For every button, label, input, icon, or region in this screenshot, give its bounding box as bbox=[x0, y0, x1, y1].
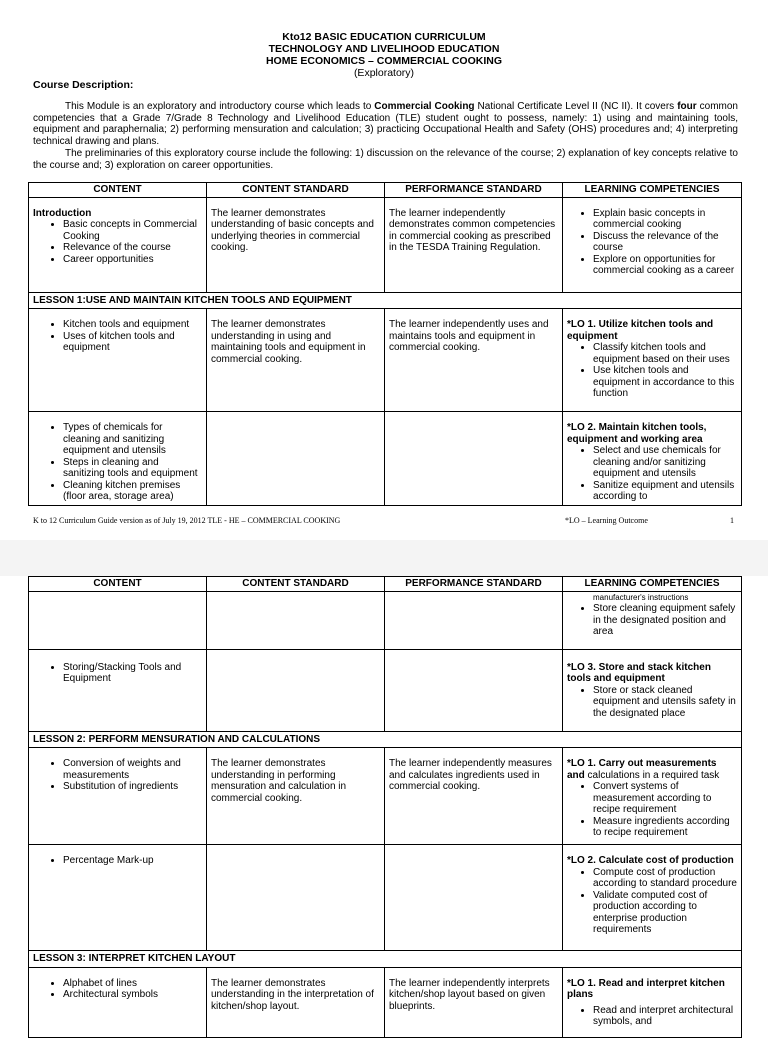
list-item: • Compute cost of production according to standard procedure bbox=[593, 867, 737, 890]
list-item: • Measure ingredients according to recipe requirement bbox=[593, 816, 737, 839]
learning-outcome: *LO 1. Carry out measurements and calculations in a required task bbox=[567, 758, 720, 781]
col-content-standard: CONTENT STANDARD bbox=[207, 183, 385, 198]
intro-title: Introduction bbox=[33, 207, 92, 219]
list-item: • Explore on opportunities for commercial cooking as a career bbox=[593, 254, 737, 277]
footer-page-number: 1 bbox=[730, 516, 734, 525]
content-list bbox=[33, 758, 202, 793]
content-standard-cell: The learner demonstrates understanding in using and maintaining tools and equipment in commercial cooking. bbox=[207, 309, 385, 412]
learning-outcome: *LO 2. Calculate cost of production bbox=[567, 855, 734, 866]
content-standard-cell: The learner demonstrates understanding of basic concepts and underlying theories in commercial cooking. bbox=[207, 197, 385, 292]
col-content: CONTENT bbox=[29, 577, 207, 592]
curriculum-table-page2 bbox=[28, 576, 742, 1038]
table-row bbox=[29, 649, 742, 731]
list-item: • Conversion of weights and measurements bbox=[63, 758, 202, 781]
table-row bbox=[29, 967, 742, 1037]
competencies-cell bbox=[563, 845, 742, 951]
table-row bbox=[29, 309, 742, 412]
content-list bbox=[33, 662, 202, 685]
continued-text: manufacturer's instructions bbox=[593, 592, 689, 602]
learning-outcome: *LO 2. Maintain kitchen tools, equipment and working area bbox=[567, 422, 707, 445]
list-item: • Percentage Mark-up bbox=[63, 855, 202, 867]
content-cell bbox=[29, 197, 207, 292]
list-item: • Cleaning kitchen premises (floor area, storage area) bbox=[63, 480, 202, 503]
competencies-cell bbox=[563, 197, 742, 292]
col-learning-competencies: LEARNING COMPETENCIES bbox=[563, 577, 742, 592]
col-content-standard: CONTENT STANDARD bbox=[207, 577, 385, 592]
lesson-title: LESSON 1:USE AND MAINTAIN KITCHEN TOOLS AND EQUIPMENT bbox=[29, 292, 742, 309]
performance-standard-cell: The learner independently demonstrates common competencies in commercial cooking as prescribed in the TESDA Training Regulation. bbox=[385, 197, 563, 292]
performance-standard-cell bbox=[385, 649, 563, 731]
content-list bbox=[33, 219, 202, 265]
competencies-cell bbox=[563, 967, 742, 1037]
competencies-cell bbox=[563, 748, 742, 845]
content-cell bbox=[29, 649, 207, 731]
table-row bbox=[29, 845, 742, 951]
content-list bbox=[33, 422, 202, 503]
list-item: • Uses of kitchen tools and equipment bbox=[63, 331, 202, 354]
content-cell bbox=[29, 412, 207, 506]
competency-list bbox=[567, 781, 737, 839]
table-row bbox=[29, 591, 742, 649]
list-item: • Architectural symbols bbox=[63, 989, 202, 1001]
competencies-cell bbox=[563, 649, 742, 731]
lesson-title: LESSON 3: INTERPRET KITCHEN LAYOUT bbox=[29, 951, 742, 968]
performance-standard-cell bbox=[385, 591, 563, 649]
competency-list bbox=[567, 867, 737, 936]
course-description-paragraph-2: The preliminaries of this exploratory course include the following: 1) discussion on the relevance of the course; 2) explanation of key concepts relative to the course and; 3) exploration on career opportunities. bbox=[33, 148, 738, 171]
col-content: CONTENT bbox=[29, 183, 207, 198]
lesson-row bbox=[29, 951, 742, 968]
performance-standard-cell: The learner independently interprets kitchen/shop layout based on given blueprints. bbox=[385, 967, 563, 1037]
list-item: • Classify kitchen tools and equipment based on their uses bbox=[593, 342, 737, 365]
list-item: • Sanitize equipment and utensils according to bbox=[593, 480, 737, 503]
header-line3: HOME ECONOMICS – COMMERCIAL COOKING bbox=[265, 55, 503, 67]
header-line2: TECHNOLOGY AND LIVELIHOOD EDUCATION bbox=[268, 43, 500, 55]
lesson-row bbox=[29, 731, 742, 748]
col-performance-standard: PERFORMANCE STANDARD bbox=[385, 183, 563, 198]
list-item: • Career opportunities bbox=[63, 254, 202, 266]
competencies-cell bbox=[563, 591, 742, 649]
course-description-paragraph-1: This Module is an exploratory and introductory course which leads to Commercial Cooking National Certificate Level II (NC II). It covers four common competencies that a Grade 7/Grade 8 Technology and Livelihood Education (TLE) student ought to possess, namely: 1) using and maintaining tools, equipment and paraphernalia; 2) performing mensuration and calculation; 3) practicing Occupational Health and Safety (OHS) procedures and; 4) interpreting technical drawing and plans. bbox=[33, 101, 738, 147]
content-cell bbox=[29, 748, 207, 845]
header-line4: (Exploratory) bbox=[353, 67, 415, 79]
content-list bbox=[33, 978, 202, 1001]
competency-list bbox=[567, 1005, 737, 1028]
doc-header bbox=[0, 31, 768, 79]
content-standard-cell bbox=[207, 845, 385, 951]
lesson-title: LESSON 2: PERFORM MENSURATION AND CALCULATIONS bbox=[29, 731, 742, 748]
competency-list bbox=[567, 445, 737, 503]
table-row bbox=[29, 748, 742, 845]
performance-standard-cell bbox=[385, 845, 563, 951]
competencies-cell bbox=[563, 309, 742, 412]
content-standard-cell: The learner demonstrates understanding in the interpretation of kitchen/shop layout. bbox=[207, 967, 385, 1037]
table-header-row bbox=[29, 183, 742, 198]
table-row bbox=[29, 412, 742, 506]
competency-list bbox=[567, 685, 737, 720]
list-item: • Substitution of ingredients bbox=[63, 781, 202, 793]
competency-list bbox=[567, 603, 737, 638]
content-standard-cell bbox=[207, 591, 385, 649]
lesson-row bbox=[29, 292, 742, 309]
competency-list bbox=[567, 342, 737, 400]
content-list bbox=[33, 319, 202, 354]
content-cell bbox=[29, 967, 207, 1037]
performance-standard-cell: The learner independently uses and maintains tools and equipment in commercial cooking. bbox=[385, 309, 563, 412]
list-item: • Types of chemicals for cleaning and sanitizing equipment and utensils bbox=[63, 422, 202, 457]
content-cell bbox=[29, 845, 207, 951]
header-line1: Kto12 BASIC EDUCATION CURRICULUM bbox=[282, 31, 486, 43]
list-item: • Validate computed cost of production according to enterprise production requirements bbox=[593, 890, 737, 936]
col-learning-competencies: LEARNING COMPETENCIES bbox=[563, 183, 742, 198]
list-item: • Convert systems of measurement according to recipe requirement bbox=[593, 781, 737, 816]
learning-outcome: *LO 1. Utilize kitchen tools and equipment bbox=[567, 319, 714, 342]
list-item: • Alphabet of lines bbox=[63, 978, 202, 990]
col-performance-standard: PERFORMANCE STANDARD bbox=[385, 577, 563, 592]
footer-lo-note: *LO – Learning Outcome bbox=[565, 516, 648, 525]
list-item: • Storing/Stacking Tools and Equipment bbox=[63, 662, 202, 685]
content-cell bbox=[29, 591, 207, 649]
table-row bbox=[29, 197, 742, 292]
performance-standard-cell bbox=[385, 412, 563, 506]
list-item: • Basic concepts in Commercial Cooking bbox=[63, 219, 202, 242]
list-item: • Steps in cleaning and sanitizing tools and equipment bbox=[63, 457, 202, 480]
content-standard-cell bbox=[207, 649, 385, 731]
list-item: • Store or stack cleaned equipment and utensils safety in the designated place bbox=[593, 685, 737, 720]
table-header-row bbox=[29, 577, 742, 592]
list-item: • Kitchen tools and equipment bbox=[63, 319, 202, 331]
list-item: • Use kitchen tools and equipment in accordance to this function bbox=[593, 365, 737, 400]
page-separator bbox=[0, 540, 768, 576]
content-standard-cell: The learner demonstrates understanding in performing mensuration and calculation in commercial cooking. bbox=[207, 748, 385, 845]
curriculum-table-page1 bbox=[28, 182, 742, 506]
content-cell bbox=[29, 309, 207, 412]
footer-version: K to 12 Curriculum Guide version as of July 19, 2012 TLE - HE – COMMERCIAL COOKING bbox=[33, 516, 341, 525]
learning-outcome: *LO 3. Store and stack kitchen tools and equipment bbox=[567, 661, 711, 684]
list-item: • Discuss the relevance of the course bbox=[593, 231, 737, 254]
course-description-label: Course Description: bbox=[33, 79, 134, 91]
list-item: • Relevance of the course bbox=[63, 242, 202, 254]
list-item: • Select and use chemicals for cleaning and/or sanitizing equipment and utensils bbox=[593, 445, 737, 480]
list-item: • Explain basic concepts in commercial cooking bbox=[593, 208, 737, 231]
list-item: • Read and interpret architectural symbols, and bbox=[593, 1005, 737, 1028]
performance-standard-cell: The learner independently measures and calculates ingredients used in commercial cooking. bbox=[385, 748, 563, 845]
list-item: • Store cleaning equipment safely in the designated position and area bbox=[593, 603, 737, 638]
competency-list bbox=[567, 208, 737, 277]
learning-outcome: *LO 1. Read and interpret kitchen plans bbox=[567, 977, 725, 1000]
content-standard-cell bbox=[207, 412, 385, 506]
competencies-cell bbox=[563, 412, 742, 506]
content-list bbox=[33, 855, 202, 867]
